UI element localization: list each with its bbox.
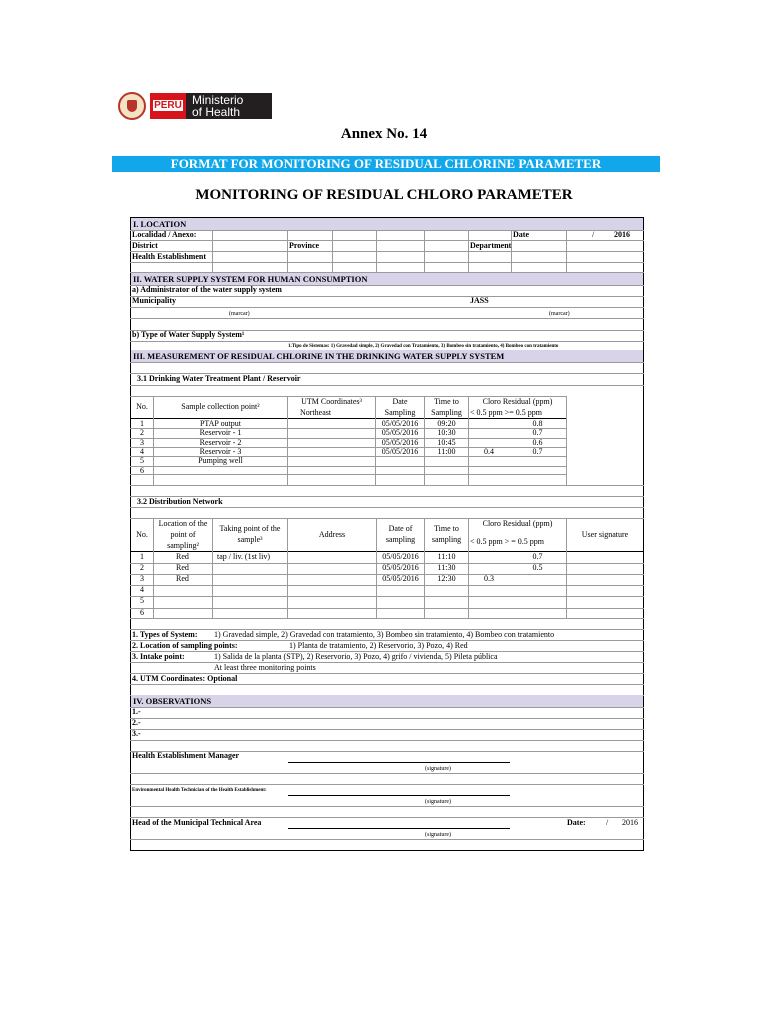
dist-col-time-1: Time to <box>434 524 459 533</box>
ministry-line1: Ministerio <box>192 93 244 107</box>
plant-row-time: 11:00 <box>437 447 456 456</box>
annex-number: Annex No. 14 <box>340 126 428 142</box>
municipal-date-label: Date: <box>567 818 586 827</box>
plant-col-time-sub: Sampling <box>431 408 462 417</box>
plant-row-time: 10:30 <box>437 428 456 437</box>
plant-row-cloro-lt: 0.4 <box>484 447 494 456</box>
administrator-label: a) Administrator of the water supply system <box>132 285 282 294</box>
intake-point-text: 1) Salida de la planta (STP), 2) Reservorio, 3) Pozo, 4) grifo / vivienda, 5) Pileta pública <box>214 652 498 661</box>
dist-row-date: 05/05/2016 <box>382 552 419 561</box>
municipal-signature[interactable]: (signature) <box>425 832 451 838</box>
plant-row-point: Pumping well <box>198 456 243 465</box>
ministry-logo <box>186 93 272 119</box>
plant-col-cloro-sub: < 0.5 ppm >= 0.5 ppm <box>470 408 542 417</box>
dist-row-location: Red <box>176 552 189 561</box>
municipal-date-year: 2016 <box>622 818 638 827</box>
plant-col-date-sub: Sampling <box>384 408 416 417</box>
dist-col-date-1: Date of <box>388 524 413 533</box>
observation-2[interactable]: 2.- <box>132 718 141 727</box>
plant-row-date: 05/05/2016 <box>381 447 419 456</box>
dist-col-taking-1: Taking point of the <box>219 524 281 533</box>
dist-row-time: 11:10 <box>437 552 456 561</box>
plant-row-cloro-ge: 0.6 <box>532 438 543 447</box>
plant-col-sample-point: Sample collection point² <box>181 402 260 411</box>
manager-label: Health Establishment Manager <box>132 751 240 760</box>
format-banner: FORMAT FOR MONITORING OF RESIDUAL CHLORINE PARAMETER <box>112 156 660 172</box>
dist-col-cloro: Cloro Residual (ppm) <box>482 519 553 528</box>
types-of-system-text: 1) Gravedad simple, 2) Gravedad con tratamiento, 3) Bombeo sin tratamiento, 4) Bombeo con tratamiento <box>214 630 555 639</box>
plant-row-cloro-ge: 0.7 <box>532 447 543 456</box>
dist-row-no: 2 <box>140 563 144 572</box>
dist-row-no: 5 <box>140 596 144 605</box>
dist-row-cloro-ge: 0.7 <box>532 552 543 561</box>
observation-1[interactable]: 1.- <box>132 707 141 716</box>
location-points-text: 1) Planta de tratamiento, 2) Reservorio, 3) Pozo, 4) Red <box>289 641 468 650</box>
plant-col-time: Time to <box>434 397 459 406</box>
distribution-section-title: 3.2 Distribution Network <box>137 497 223 506</box>
dist-col-location-1: Location of the <box>158 519 208 528</box>
plant-row-no: 5 <box>140 456 144 465</box>
plant-row-date: 05/05/2016 <box>381 419 419 428</box>
municipality-label: Municipality <box>132 296 177 305</box>
technician-label: Environmental Health Technician of the Health Establishment: <box>132 788 267 793</box>
localidad-label: Localidad / Anexo: <box>132 230 197 239</box>
dist-row-taking-point: tap / liv. (1st liv) <box>217 552 271 561</box>
municipal-head-label: Head of the Municipal Technical Area <box>132 818 262 827</box>
plant-row-no: 1 <box>140 419 144 428</box>
intake-point-text-2: At least three monitoring points <box>214 663 316 672</box>
dist-row-time: 11:30 <box>437 563 456 572</box>
jass-note: (marcar) <box>549 311 570 317</box>
types-of-system-label: 1. Types of System: <box>132 630 198 639</box>
plant-row-no: 6 <box>140 466 144 475</box>
dist-row-location: Red <box>176 574 189 583</box>
observation-3[interactable]: 3.- <box>132 729 141 738</box>
plant-row-date: 05/05/2016 <box>381 428 419 437</box>
plant-row-time: 10:45 <box>437 438 456 447</box>
dist-col-time-2: sampling <box>431 535 462 544</box>
section-location-header: I. LOCATION <box>131 218 643 230</box>
plant-row-no: 3 <box>140 438 144 447</box>
date-year: 2016 <box>614 230 630 239</box>
plant-row-date: 05/05/2016 <box>381 438 419 447</box>
intake-point-label: 3. Intake point: <box>132 652 185 661</box>
type-supply-note: 1.Tipo de Sistemas: 1) Gravedad simple, 2) Gravedad con Tratamiento, 3) Bombeo sin tratamiento, 4) Bombeo con tratamiento <box>288 344 559 349</box>
dist-row-date: 05/05/2016 <box>382 574 419 583</box>
dist-row-time: 12:30 <box>437 574 456 583</box>
location-points-label: 2. Location of sampling points: <box>132 641 238 650</box>
plant-row-cloro-ge: 0.7 <box>532 428 543 437</box>
ministry-line2: of Health <box>192 105 241 119</box>
date-slash: / <box>592 230 595 239</box>
municipal-date-slash: / <box>606 818 609 827</box>
plant-row-point: Reservoir - 2 <box>199 438 242 447</box>
dist-col-cloro-sub: < 0.5 ppm > = 0.5 ppm <box>470 537 544 546</box>
section-measurement-header: III. MEASUREMENT OF RESIDUAL CHLORINE IN THE DRINKING WATER SUPPLY SYSTEM <box>131 350 643 362</box>
dist-col-no: No. <box>136 530 148 539</box>
utm-coordinates-label: 4. UTM Coordinates: Optional <box>132 674 238 683</box>
dist-col-address: Address <box>318 530 346 539</box>
dist-row-no: 3 <box>140 574 144 583</box>
dist-row-cloro-ge: 0.5 <box>532 563 543 572</box>
plant-row-point: PTAP output <box>199 419 242 428</box>
plant-col-northeast: Northeast <box>300 408 332 417</box>
date-label: Date <box>513 230 529 239</box>
plant-col-utm: UTM Coordinates³ <box>301 397 362 406</box>
dist-row-cloro-lt: 0.3 <box>484 574 494 583</box>
dist-row-location: Red <box>176 563 189 572</box>
plant-row-no: 2 <box>140 428 144 437</box>
plant-row-time: 09:20 <box>437 419 456 428</box>
municipality-note: (marcar) <box>229 311 250 317</box>
plant-col-date: Date <box>392 397 408 406</box>
dist-row-no: 6 <box>140 608 144 617</box>
dist-row-date: 05/05/2016 <box>382 563 419 572</box>
dist-col-date-2: sampling <box>385 535 416 544</box>
plant-col-no: No. <box>136 402 148 411</box>
plant-row-point: Reservoir - 1 <box>199 428 242 437</box>
peru-logo: PERU <box>150 93 186 119</box>
section-water-supply-header: II. WATER SUPPLY SYSTEM FOR HUMAN CONSUMPTION <box>131 273 643 285</box>
main-title: MONITORING OF RESIDUAL CHLORO PARAMETER <box>195 187 573 203</box>
department-label: Department <box>470 241 512 250</box>
dist-col-taking-2: sample³ <box>237 535 263 544</box>
dist-col-user-signature: User signature <box>581 530 629 539</box>
dist-col-location-2: point of <box>170 530 196 539</box>
province-label: Province <box>289 241 320 250</box>
dist-row-no: 1 <box>140 552 144 561</box>
plant-row-point: Reservoir - 3 <box>199 447 242 456</box>
dist-col-location-3: sampling² <box>167 541 199 550</box>
technician-signature[interactable]: (signature) <box>425 799 451 805</box>
district-label: District <box>132 241 158 250</box>
health-establishment-label: Health Establishment <box>132 252 207 261</box>
coat-of-arms-icon <box>118 92 146 120</box>
plant-section-title: 3.1 Drinking Water Treatment Plant / Reservoir <box>137 374 301 383</box>
jass-label: JASS <box>470 296 489 305</box>
plant-col-cloro: Cloro Residual (ppm) <box>482 397 553 406</box>
type-supply-label: b) Type of Water Supply System¹ <box>132 330 245 339</box>
dist-row-no: 4 <box>140 585 144 594</box>
manager-signature[interactable]: (signature) <box>425 766 451 772</box>
plant-row-no: 4 <box>140 447 144 456</box>
section-observations-header: IV. OBSERVATIONS <box>131 695 643 707</box>
plant-row-cloro-ge: 0.8 <box>532 419 543 428</box>
